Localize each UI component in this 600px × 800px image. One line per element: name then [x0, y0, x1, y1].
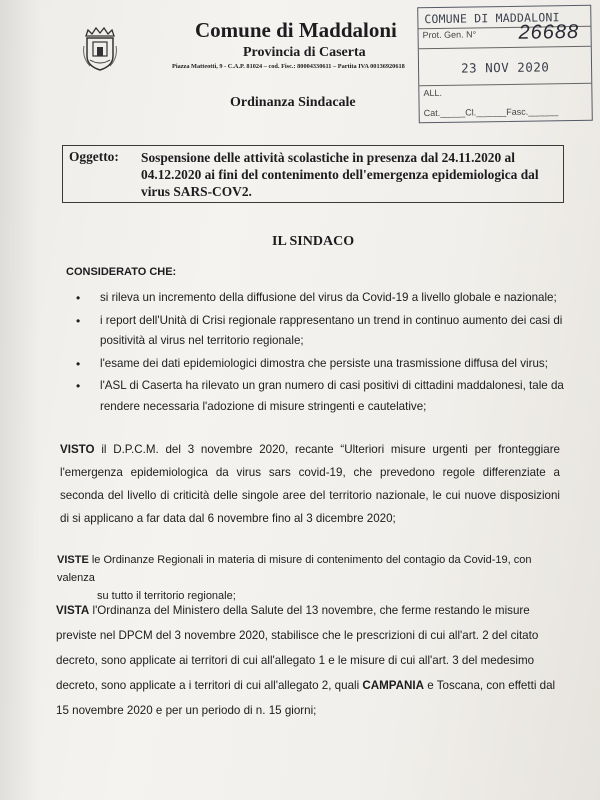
stamp-divider	[419, 83, 591, 86]
bullet-icon: •	[76, 291, 81, 305]
oggetto-box	[62, 145, 564, 203]
list-item	[70, 376, 570, 417]
vista-highlight: CAMPANIA	[362, 679, 425, 692]
stamp-protocol-number: 26688	[518, 20, 580, 44]
list-item-text: l'ASL di Caserta ha rilevato un gran numero di casi positivi di cittadini maddalonesi, tale da rendere necessaria l'adozione di misure stringenti e cautelative;	[100, 379, 564, 413]
page-shadow	[0, 0, 40, 800]
considerato-list	[70, 288, 570, 419]
viste-keyword: VISTE	[57, 554, 89, 566]
oggetto-text: Sospensione delle attività scolastiche in presenza dal 24.11.2020 al 04.12.2020 ai fini del contenimento dell'emergenza epidemiologica dal virus SARS-COV2.	[141, 150, 539, 199]
oggetto-label: Oggetto:	[69, 149, 119, 164]
viste-text-line2: su tutto il territorio regionale;	[97, 590, 236, 602]
list-item-text: l'esame dei dati epidemiologici dimostra che persiste una trasmissione diffusa del virus;	[100, 356, 548, 370]
list-item	[70, 311, 570, 352]
vista-text-before: l'Ordinanza del Ministero della Salute del 13 novembre, che ferme restando le misure previste nel DPCM del 3 novembre 2020, stabilisce che le prescrizioni di cui all'art. 2 del citato decreto, sono applicate ai territori di cui all'allegato 1 e le misure di cui all'art. 3 del medesimo decreto, sono applicate a i territori di cui all'allegato 2, quali	[56, 604, 539, 692]
bullet-icon: •	[76, 379, 81, 393]
vista-keyword: VISTA	[56, 604, 90, 617]
stamp-cat-label: Cat._____Cl.______Fasc.______	[423, 106, 559, 119]
stamp-prot-label: Prot. Gen. N°	[422, 29, 477, 41]
stamp-date: 23 NOV 2020	[460, 59, 550, 76]
bullet-icon: •	[76, 356, 81, 371]
stamp-title: COMUNE DI MADDALONI	[424, 10, 560, 27]
list-item-text: i report dell'Unità di Crisi regionale rappresentano un trend in continuo aumento dei casi di positività al virus nel territorio regionale;	[100, 313, 563, 347]
province-subtitle: Provincia di Caserta	[243, 45, 366, 60]
visto-text: il D.P.C.M. del 3 novembre 2020, recante “Ulteriori misure urgenti per fronteggiare l'emergenza epidemiologica da virus sars covid-19, che prevedono regole differenziate a seconda del livello di criticità delle singole aree del territorio nazionale, le cui nuove disposizioni di si applicano a far data dal 6 novembre fino al 3 dicembre 2020;	[60, 443, 560, 525]
il-sindaco-heading: IL SINDACO	[272, 234, 355, 249]
list-item-text: si rileva un incremento della diffusione del virus da Covid-19 a livello globale e nazionale;	[100, 291, 557, 304]
municipality-address: Piazza Matteotti, 9 - C.A.P. 81024 – cod. Fisc.: 80004330611 – Partita IVA 00136920618	[172, 63, 405, 70]
protocol-stamp	[417, 5, 593, 123]
visto-keyword: VISTO	[60, 443, 95, 456]
list-item	[70, 354, 570, 375]
stamp-divider	[419, 46, 591, 49]
bullet-icon: •	[76, 313, 81, 328]
vista-text-after: e Toscana, con effetti dal 15 novembre 2020 e per un periodo di n. 15 giorni;	[56, 679, 556, 717]
vista-paragraph	[56, 598, 566, 723]
considerato-heading: CONSIDERATO CHE:	[66, 266, 177, 278]
stamp-all-label: ALL.	[423, 87, 442, 99]
viste-text-line1: le Ordinanze Regionali in materia di misure di contenimento del contagio da Covid-19, con valenza	[57, 554, 532, 584]
viste-paragraph	[57, 551, 567, 605]
municipality-title: Comune di Maddaloni	[195, 18, 397, 42]
ordinanza-title: Ordinanza Sindacale	[230, 95, 356, 110]
municipal-crest-icon	[82, 26, 118, 72]
list-item	[70, 288, 570, 309]
visto-paragraph	[60, 438, 560, 530]
